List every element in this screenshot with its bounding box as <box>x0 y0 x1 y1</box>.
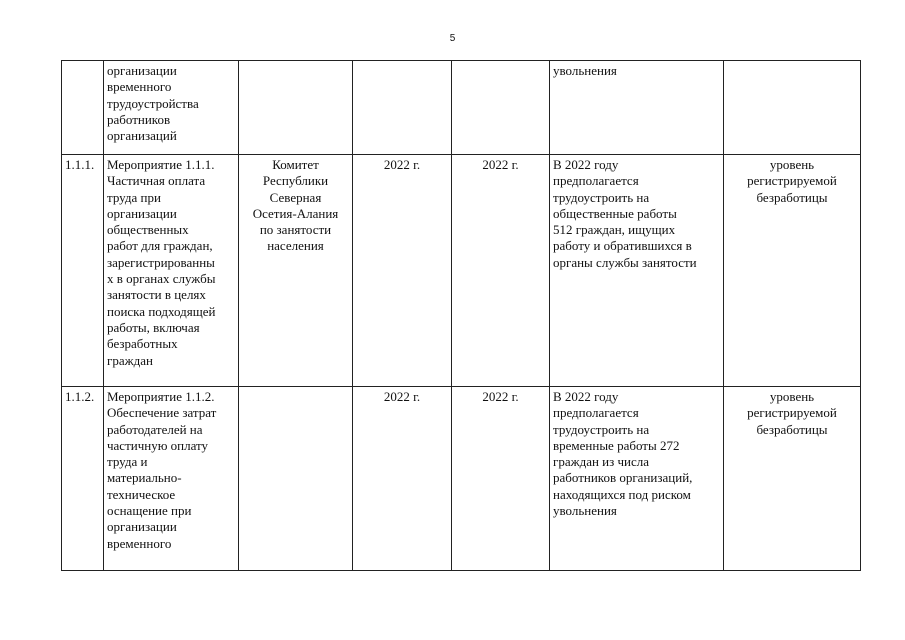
result-text-line: В 2022 году <box>553 389 619 404</box>
indicator-cell <box>724 387 861 571</box>
table-row <box>62 61 861 155</box>
executor-cell <box>239 61 353 155</box>
indicator-cell <box>724 61 861 155</box>
result-text-line: В 2022 году <box>553 157 619 172</box>
page-number: 5 <box>449 33 456 44</box>
activity-text-line: общественных <box>107 222 189 238</box>
result-text-line: находящихся под риском <box>553 486 691 502</box>
result-text-line: увольнения <box>553 503 617 519</box>
expected-result-cell <box>550 61 724 155</box>
activity-text-line: безработных <box>107 336 178 352</box>
activity-text-line: х в органах службы <box>107 271 216 287</box>
result-text-line: временные работы 272 <box>553 437 680 453</box>
indicator-text-line: регистрируемой <box>747 405 837 421</box>
executor-text-line: Осетия-Алания <box>252 205 339 221</box>
activity-text-line: организации <box>107 519 177 535</box>
activity-text-line: работодателей на <box>107 421 203 437</box>
result-text-line: предполагается <box>553 405 639 421</box>
activity-text-line: временного <box>107 535 172 551</box>
indicator-text-line: безработицы <box>756 189 828 205</box>
activity-text-line: работников <box>107 111 171 127</box>
end-date-cell: 2022 г. <box>452 387 550 571</box>
table-row <box>62 387 861 571</box>
executor-cell <box>239 155 353 387</box>
result-text-line: органы службы занятости <box>553 254 697 270</box>
result-text-line: увольнения <box>553 63 617 78</box>
end-date-cell <box>452 61 550 155</box>
activity-text-line: Обеспечение затрат <box>107 405 217 421</box>
activity-text-line: оснащение при <box>107 503 192 519</box>
activity-text-line: поиска подходящей <box>107 303 216 319</box>
activity-text-line: материально- <box>107 470 182 486</box>
result-text-line: трудоустроить на <box>553 189 650 205</box>
activity-text-line: трудоустройства <box>107 95 199 111</box>
start-date-cell: 2022 г. <box>353 387 452 571</box>
activity-text-line: организации <box>107 205 177 221</box>
activity-text-line: организации <box>107 63 177 78</box>
activity-text-line: труда и <box>107 454 148 470</box>
activities-table <box>61 60 861 571</box>
activity-text-line: организаций <box>107 128 177 144</box>
result-text-line: трудоустроить на <box>553 421 650 437</box>
item-number-cell: 1.1.2. <box>62 387 104 571</box>
executor-cell <box>239 387 353 571</box>
expected-result-cell <box>550 155 724 387</box>
start-date-cell <box>353 61 452 155</box>
result-text-line: общественные работы <box>553 205 677 221</box>
result-text-line: 512 граждан, ищущих <box>553 222 676 238</box>
activity-text-line: работ для граждан, <box>107 238 213 254</box>
result-text-line: работу и обратившихся в <box>553 238 692 254</box>
activity-text-line: частичную оплату <box>107 437 209 453</box>
expected-result-cell <box>550 387 724 571</box>
activity-text-line: граждан <box>107 352 153 368</box>
indicator-text-line: уровень <box>769 157 815 172</box>
executor-text-line: Комитет <box>272 157 319 172</box>
table-row <box>62 155 861 387</box>
activity-text-line: труда при <box>107 189 161 205</box>
activity-text-line: занятости в целях <box>107 287 206 303</box>
activity-text-line: временного <box>107 79 172 95</box>
item-number-cell <box>62 61 104 155</box>
indicator-cell <box>724 155 861 387</box>
end-date-cell: 2022 г. <box>452 155 550 387</box>
activity-text-line: работы, включая <box>107 319 200 335</box>
indicator-text-line: безработицы <box>756 421 828 437</box>
start-date-cell: 2022 г. <box>353 155 452 387</box>
indicator-text-line: регистрируемой <box>747 173 837 189</box>
activity-cell <box>104 155 239 387</box>
activity-text-line: Частичная оплата <box>107 173 206 189</box>
result-text-line: предполагается <box>553 173 639 189</box>
activity-text-line: Мероприятие 1.1.1. <box>107 157 215 172</box>
activity-text-line: зарегистрированны <box>107 254 215 270</box>
executor-text-line: по занятости <box>259 222 332 238</box>
executor-text-line: населения <box>267 238 324 254</box>
indicator-text-line: уровень <box>769 389 815 404</box>
activity-text-line: техническое <box>107 486 176 502</box>
activity-cell <box>104 61 239 155</box>
activity-cell <box>104 387 239 571</box>
executor-text-line: Северная <box>269 189 322 205</box>
executor-text-line: Республики <box>262 173 329 189</box>
item-number-cell: 1.1.1. <box>62 155 104 387</box>
result-text-line: работников организаций, <box>553 470 693 486</box>
activity-text-line: Мероприятие 1.1.2. <box>107 389 215 404</box>
result-text-line: граждан из числа <box>553 454 650 470</box>
